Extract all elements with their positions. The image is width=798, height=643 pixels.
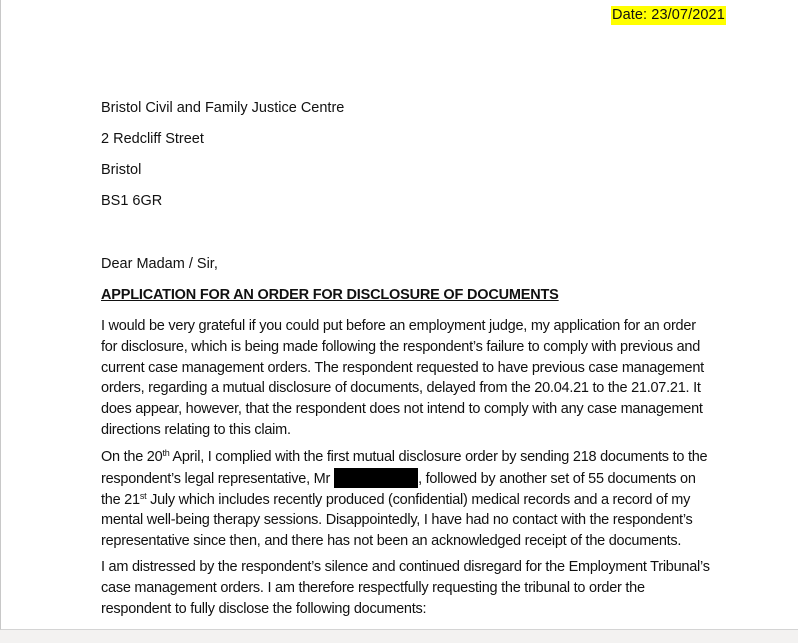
- paragraph-1: [101, 316, 741, 441]
- paragraph-3-line: I am distressed by the respondent’s silence and continued disregard for the Employment Tribunal’s: [101, 559, 710, 575]
- paragraph-2: [101, 447, 741, 552]
- text: , followed by another set of 55 documents on: [418, 470, 696, 487]
- paragraph-1-line: for disclosure, which is being made following the respondent’s failure to comply with previous and: [101, 338, 701, 355]
- paragraph-2-line: [101, 490, 741, 511]
- paragraph-1-line: current case management orders. The respondent requested to have previous case management: [101, 359, 704, 376]
- paragraph-1-line: directions relating to this claim.: [101, 421, 291, 438]
- address-line-3: Bristol: [101, 162, 142, 178]
- paragraph-2-line: [101, 468, 741, 490]
- paragraph-3-line: case management orders. I am therefore respectfully requesting the tribunal to order the: [101, 579, 645, 596]
- paragraph-2-line: mental well-being therapy sessions. Disappointedly, I have had no contact with the respondent’s: [101, 512, 693, 529]
- paragraph-3: [101, 557, 741, 619]
- letter-date: Date: 23/07/2021: [612, 7, 725, 23]
- paragraph-3-line: respondent to fully disclose the following documents:: [101, 600, 427, 617]
- text: respondent’s legal representative, Mr: [101, 470, 331, 487]
- salutation: Dear Madam / Sir,: [101, 256, 218, 272]
- redaction-block: [334, 468, 418, 488]
- superscript: th: [162, 448, 170, 458]
- paragraph-1-line: I would be very grateful if you could put before an employment judge, my application for an order: [101, 318, 696, 334]
- text: the 21: [101, 491, 140, 508]
- paragraph-2-line: representative since then, and there has not been an acknowledged receipt of the documents.: [101, 533, 682, 550]
- address-line-1: Bristol Civil and Family Justice Centre: [101, 100, 345, 116]
- superscript: st: [139, 490, 147, 501]
- paragraph-1-line: does appear, however, that the respondent does not intend to comply with any case management: [101, 401, 703, 418]
- text: April, I complied with the first mutual disclosure order by sending 218 documents to the: [169, 449, 708, 465]
- paragraph-2-line: [101, 447, 741, 468]
- text: July which includes recently produced (confidential) medical records and a record of my: [146, 491, 691, 508]
- address-line-2: 2 Redcliff Street: [101, 131, 204, 147]
- letter-subject: APPLICATION FOR AN ORDER FOR DISCLOSURE OF DOCUMENTS: [101, 287, 559, 303]
- paragraph-1-line: orders, regarding a mutual disclosure of documents, delayed from the 20.04.21 to the 21.07.21. It: [101, 380, 701, 397]
- text: On the 20: [101, 449, 163, 465]
- address-postcode: BS1 6GR: [101, 193, 163, 209]
